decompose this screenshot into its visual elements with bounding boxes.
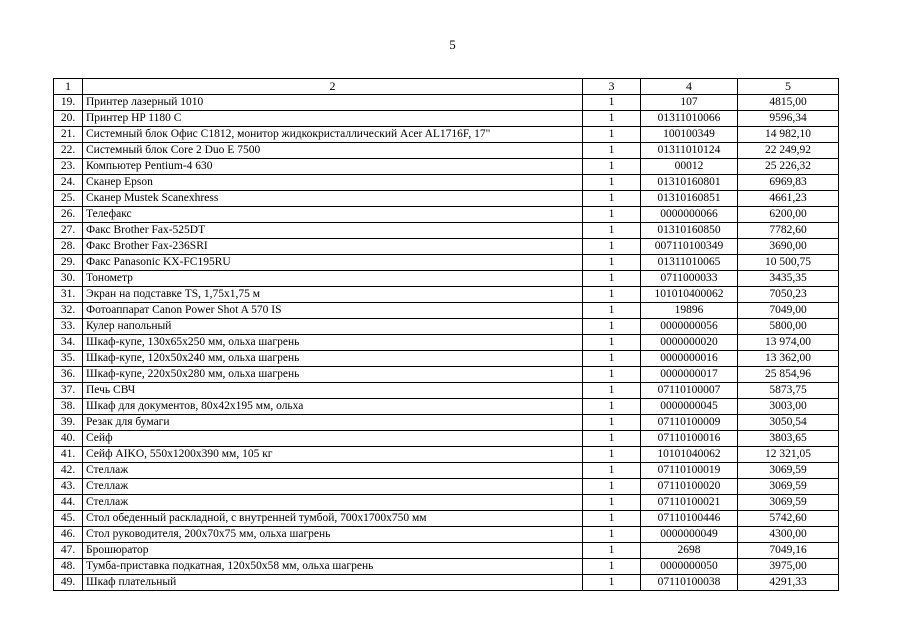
inventory-number: 19896 xyxy=(641,303,738,319)
item-value: 7049,16 xyxy=(738,543,839,559)
item-value: 7049,00 xyxy=(738,303,839,319)
item-quantity: 1 xyxy=(583,575,641,591)
item-name: Стеллаж xyxy=(83,495,583,511)
item-value: 3069,59 xyxy=(738,463,839,479)
item-quantity: 1 xyxy=(583,367,641,383)
item-name: Факс Panasonic KX-FC195RU xyxy=(83,255,583,271)
item-name: Тонометр xyxy=(83,271,583,287)
item-value: 7050,23 xyxy=(738,287,839,303)
table-row xyxy=(54,239,839,255)
item-quantity: 1 xyxy=(583,271,641,287)
table-row xyxy=(54,527,839,543)
item-value: 3003,00 xyxy=(738,399,839,415)
inventory-number: 0000000050 xyxy=(641,559,738,575)
inventory-number: 07110100019 xyxy=(641,463,738,479)
inventory-number: 07110100009 xyxy=(641,415,738,431)
item-value: 25 854,96 xyxy=(738,367,839,383)
item-quantity: 1 xyxy=(583,127,641,143)
item-value: 3069,59 xyxy=(738,479,839,495)
inventory-number: 01310160850 xyxy=(641,223,738,239)
header-col-5: 5 xyxy=(738,79,839,95)
item-value: 14 982,10 xyxy=(738,127,839,143)
row-number: 32. xyxy=(54,303,83,319)
item-quantity: 1 xyxy=(583,495,641,511)
inventory-number: 01311010065 xyxy=(641,255,738,271)
item-value: 3803,65 xyxy=(738,431,839,447)
row-number: 27. xyxy=(54,223,83,239)
inventory-number: 0000000049 xyxy=(641,527,738,543)
row-number: 42. xyxy=(54,463,83,479)
item-name: Стеллаж xyxy=(83,479,583,495)
table-row xyxy=(54,431,839,447)
item-quantity: 1 xyxy=(583,95,641,111)
inventory-number: 07110100020 xyxy=(641,479,738,495)
item-name: Стеллаж xyxy=(83,463,583,479)
row-number: 25. xyxy=(54,191,83,207)
row-number: 41. xyxy=(54,447,83,463)
item-name: Фотоаппарат Canon Power Shot A 570 IS xyxy=(83,303,583,319)
item-quantity: 1 xyxy=(583,335,641,351)
row-number: 37. xyxy=(54,383,83,399)
table-row xyxy=(54,127,839,143)
item-quantity: 1 xyxy=(583,303,641,319)
table-row xyxy=(54,319,839,335)
item-quantity: 1 xyxy=(583,431,641,447)
item-name: Шкаф-купе, 130x65x250 мм, ольха шагрень xyxy=(83,335,583,351)
item-quantity: 1 xyxy=(583,543,641,559)
item-name: Шкаф-купе, 120x50x240 мм, ольха шагрень xyxy=(83,351,583,367)
row-number: 26. xyxy=(54,207,83,223)
row-number: 31. xyxy=(54,287,83,303)
table-row xyxy=(54,271,839,287)
header-col-4: 4 xyxy=(641,79,738,95)
item-quantity: 1 xyxy=(583,447,641,463)
item-value: 9596,34 xyxy=(738,111,839,127)
item-name: Шкаф для документов, 80x42x195 мм, ольха xyxy=(83,399,583,415)
item-name: Компьютер Pentium-4 630 xyxy=(83,159,583,175)
table-row xyxy=(54,495,839,511)
item-value: 4815,00 xyxy=(738,95,839,111)
row-number: 22. xyxy=(54,143,83,159)
inventory-number: 01311010066 xyxy=(641,111,738,127)
item-value: 13 974,00 xyxy=(738,335,839,351)
item-quantity: 1 xyxy=(583,175,641,191)
item-name: Сейф AIKO, 550x1200x390 мм, 105 кг xyxy=(83,447,583,463)
inventory-number: 0000000056 xyxy=(641,319,738,335)
inventory-number: 01310160851 xyxy=(641,191,738,207)
inventory-number: 01311010124 xyxy=(641,143,738,159)
inventory-number: 07110100446 xyxy=(641,511,738,527)
table-row xyxy=(54,399,839,415)
table-row xyxy=(54,207,839,223)
item-quantity: 1 xyxy=(583,399,641,415)
item-quantity: 1 xyxy=(583,527,641,543)
page-number: 5 xyxy=(449,37,456,52)
item-value: 3975,00 xyxy=(738,559,839,575)
row-number: 33. xyxy=(54,319,83,335)
table-row xyxy=(54,367,839,383)
table-row xyxy=(54,575,839,591)
inventory-number: 10101040062 xyxy=(641,447,738,463)
inventory-number: 100100349 xyxy=(641,127,738,143)
item-value: 6969,83 xyxy=(738,175,839,191)
inventory-number: 0000000045 xyxy=(641,399,738,415)
item-value: 5800,00 xyxy=(738,319,839,335)
row-number: 21. xyxy=(54,127,83,143)
row-number: 34. xyxy=(54,335,83,351)
header-col-2: 2 xyxy=(83,79,583,95)
row-number: 47. xyxy=(54,543,83,559)
item-name: Экран на подставке TS, 1,75x1,75 м xyxy=(83,287,583,303)
item-name: Резак для бумаги xyxy=(83,415,583,431)
item-quantity: 1 xyxy=(583,159,641,175)
item-name: Печь СВЧ xyxy=(83,383,583,399)
row-number: 20. xyxy=(54,111,83,127)
item-quantity: 1 xyxy=(583,287,641,303)
item-name: Шкаф-купе, 220x50x280 мм, ольха шагрень xyxy=(83,367,583,383)
item-value: 12 321,05 xyxy=(738,447,839,463)
table-row xyxy=(54,543,839,559)
row-number: 49. xyxy=(54,575,83,591)
table-row xyxy=(54,143,839,159)
table-row xyxy=(54,511,839,527)
item-value: 5742,60 xyxy=(738,511,839,527)
inventory-number: 07110100038 xyxy=(641,575,738,591)
item-value: 6200,00 xyxy=(738,207,839,223)
item-value: 4291,33 xyxy=(738,575,839,591)
row-number: 28. xyxy=(54,239,83,255)
table-row xyxy=(54,287,839,303)
item-name: Системный блок Core 2 Duo E 7500 xyxy=(83,143,583,159)
table-row xyxy=(54,559,839,575)
item-name: Сейф xyxy=(83,431,583,447)
item-quantity: 1 xyxy=(583,415,641,431)
item-name: Кулер напольный xyxy=(83,319,583,335)
row-number: 45. xyxy=(54,511,83,527)
inventory-number: 07110100007 xyxy=(641,383,738,399)
table-row xyxy=(54,335,839,351)
item-quantity: 1 xyxy=(583,351,641,367)
row-number: 35. xyxy=(54,351,83,367)
item-name: Телефакс xyxy=(83,207,583,223)
item-value: 25 226,32 xyxy=(738,159,839,175)
table-row xyxy=(54,447,839,463)
item-quantity: 1 xyxy=(583,239,641,255)
item-value: 5873,75 xyxy=(738,383,839,399)
table-row xyxy=(54,415,839,431)
header-col-1: 1 xyxy=(54,79,83,95)
item-name: Принтер HP 1180 C xyxy=(83,111,583,127)
item-quantity: 1 xyxy=(583,511,641,527)
item-name: Факс Brother Fax-525DT xyxy=(83,223,583,239)
item-quantity: 1 xyxy=(583,319,641,335)
item-value: 7782,60 xyxy=(738,223,839,239)
table-row xyxy=(54,255,839,271)
item-quantity: 1 xyxy=(583,111,641,127)
row-number: 24. xyxy=(54,175,83,191)
table-row xyxy=(54,175,839,191)
row-number: 23. xyxy=(54,159,83,175)
inventory-number: 007110100349 xyxy=(641,239,738,255)
item-value: 3435,35 xyxy=(738,271,839,287)
inventory-number: 0000000066 xyxy=(641,207,738,223)
item-value: 4661,23 xyxy=(738,191,839,207)
row-number: 38. xyxy=(54,399,83,415)
item-value: 3050,54 xyxy=(738,415,839,431)
item-name: Стол обеденный раскладной, с внутренней тумбой, 700x1700x750 мм xyxy=(83,511,583,527)
item-quantity: 1 xyxy=(583,223,641,239)
table-body xyxy=(54,95,839,591)
table-row xyxy=(54,223,839,239)
item-quantity: 1 xyxy=(583,143,641,159)
table-row xyxy=(54,479,839,495)
row-number: 40. xyxy=(54,431,83,447)
item-name: Стол руководителя, 200x70x75 мм, ольха шагрень xyxy=(83,527,583,543)
inventory-number: 0000000016 xyxy=(641,351,738,367)
item-name: Сканер Epson xyxy=(83,175,583,191)
item-name: Факс Brother Fax-236SRI xyxy=(83,239,583,255)
header-col-3: 3 xyxy=(583,79,641,95)
item-value: 3069,59 xyxy=(738,495,839,511)
row-number: 43. xyxy=(54,479,83,495)
item-name: Шкаф плательный xyxy=(83,575,583,591)
inventory-number: 01310160801 xyxy=(641,175,738,191)
table-row xyxy=(54,383,839,399)
table-row xyxy=(54,191,839,207)
item-value: 4300,00 xyxy=(738,527,839,543)
inventory-number: 101010400062 xyxy=(641,287,738,303)
inventory-table xyxy=(53,78,839,591)
item-value: 3690,00 xyxy=(738,239,839,255)
table-header-row xyxy=(54,79,839,95)
table-row xyxy=(54,111,839,127)
table-row xyxy=(54,303,839,319)
item-name: Брошюратор xyxy=(83,543,583,559)
item-value: 13 362,00 xyxy=(738,351,839,367)
row-number: 39. xyxy=(54,415,83,431)
item-quantity: 1 xyxy=(583,255,641,271)
inventory-number: 0000000017 xyxy=(641,367,738,383)
table-row xyxy=(54,351,839,367)
row-number: 46. xyxy=(54,527,83,543)
inventory-number: 0711000033 xyxy=(641,271,738,287)
table-row xyxy=(54,159,839,175)
row-number: 44. xyxy=(54,495,83,511)
row-number: 19. xyxy=(54,95,83,111)
item-quantity: 1 xyxy=(583,191,641,207)
inventory-number: 0000000020 xyxy=(641,335,738,351)
table-row xyxy=(54,95,839,111)
item-name: Сканер Mustek Scanexhress xyxy=(83,191,583,207)
item-quantity: 1 xyxy=(583,383,641,399)
inventory-number: 07110100021 xyxy=(641,495,738,511)
inventory-number: 07110100016 xyxy=(641,431,738,447)
row-number: 30. xyxy=(54,271,83,287)
item-name: Тумба-приставка подкатная, 120x50x58 мм, ольха шагрень xyxy=(83,559,583,575)
item-name: Принтер лазерный 1010 xyxy=(83,95,583,111)
item-quantity: 1 xyxy=(583,207,641,223)
item-quantity: 1 xyxy=(583,463,641,479)
inventory-number: 00012 xyxy=(641,159,738,175)
item-value: 22 249,92 xyxy=(738,143,839,159)
table-row xyxy=(54,463,839,479)
row-number: 48. xyxy=(54,559,83,575)
item-value: 10 500,75 xyxy=(738,255,839,271)
row-number: 29. xyxy=(54,255,83,271)
item-quantity: 1 xyxy=(583,479,641,495)
row-number: 36. xyxy=(54,367,83,383)
inventory-number: 107 xyxy=(641,95,738,111)
item-name: Системный блок Офис C1812, монитор жидкокристаллический Acer AL1716F, 17" xyxy=(83,127,583,143)
item-quantity: 1 xyxy=(583,559,641,575)
inventory-number: 2698 xyxy=(641,543,738,559)
